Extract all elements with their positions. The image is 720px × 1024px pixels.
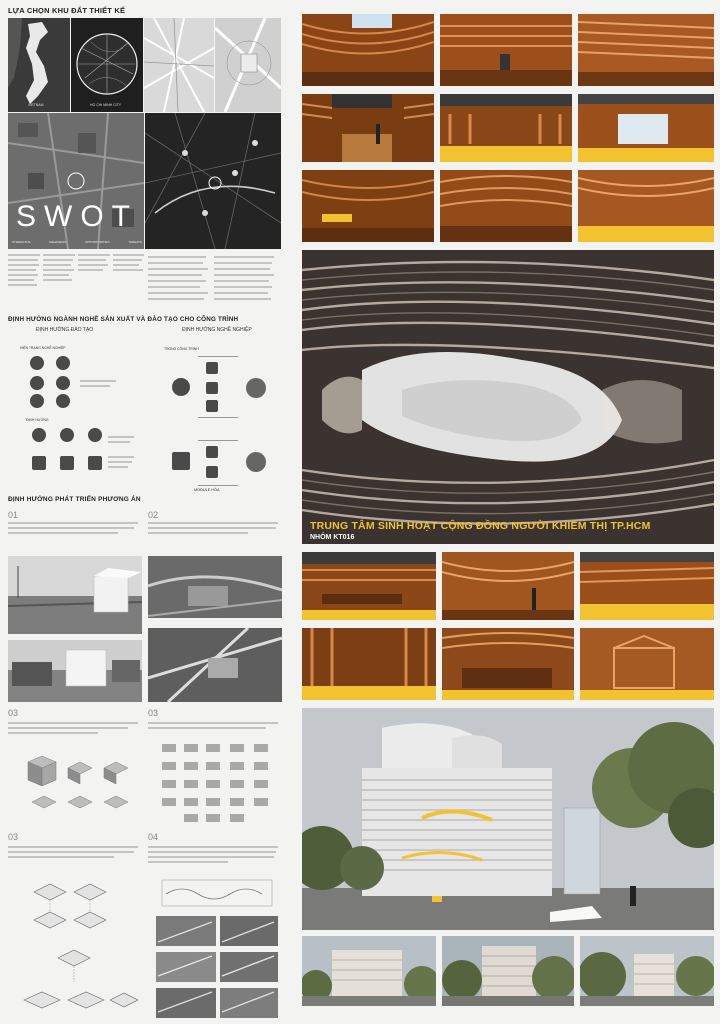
interior-render-6	[578, 94, 714, 162]
step-01-number: 01	[8, 510, 19, 520]
concept-diagrams	[152, 876, 282, 1020]
orientation-note-2	[108, 456, 138, 468]
interior-render-8	[440, 170, 572, 242]
hcm-city-map	[71, 18, 143, 112]
music-icon	[56, 376, 70, 390]
right-column	[298, 0, 720, 1024]
training-title: ĐỊNH HƯỚNG NGÀNH NGHỀ SẢN XUẤT VÀ ĐÀO TẠO CHO CÔNG TRÌNH	[8, 316, 239, 323]
swot-text-block	[8, 254, 144, 310]
leaf-icon	[60, 428, 74, 442]
display-icon	[246, 378, 266, 398]
swot-strengths: STRENGTHS	[12, 240, 31, 244]
group-label: NHÓM KT016	[310, 534, 355, 541]
step-04-text	[148, 846, 282, 863]
module-label: MODULE HÓA	[194, 488, 220, 492]
orientation-label: ĐỊNH HƯỚNG	[26, 418, 49, 422]
massing-diagrams-a	[20, 742, 140, 822]
exterior-render-1	[302, 936, 436, 1006]
interior-render-14	[442, 628, 574, 700]
room-icon	[246, 452, 266, 472]
hcm-label: HO CHI MINH CITY	[90, 103, 122, 107]
warning-icon	[30, 394, 44, 408]
cash-icon	[206, 382, 218, 394]
interior-render-4	[302, 94, 434, 162]
interior-render-3	[578, 14, 714, 86]
bracket-top	[198, 356, 238, 418]
home-icon	[56, 394, 70, 408]
vietnam-map	[8, 18, 70, 112]
site-selection-title: LỰA CHỌN KHU ĐẤT THIẾT KẾ	[8, 6, 126, 15]
interior-render-13	[302, 628, 436, 700]
swot-word: SWOT	[16, 200, 138, 233]
aerial-photo-2	[148, 628, 282, 702]
current-status-label: HIỆN TRẠNG NGHỀ NGHIỆP	[20, 346, 66, 350]
interior-render-15	[580, 628, 714, 700]
exterior-render-3	[580, 936, 714, 1006]
step-02-number: 02	[148, 510, 159, 520]
interior-render-10	[302, 552, 436, 620]
vietnam-label: VIETNAM	[28, 103, 44, 107]
exterior-render-2	[442, 936, 574, 1006]
development-title: ĐỊNH HƯỚNG PHÁT TRIỂN PHƯƠNG ÁN	[8, 496, 141, 503]
sales-icon	[172, 378, 190, 396]
district-map	[144, 18, 214, 112]
step-03c-number: 03	[8, 832, 19, 842]
site-photo-2	[8, 640, 142, 702]
interior-render-2	[440, 14, 572, 86]
current-note	[80, 380, 120, 387]
step-03b-number: 03	[148, 708, 159, 718]
swot-opportunities: OPPORTUNITIES	[85, 240, 110, 244]
person-icon	[30, 356, 44, 370]
service-icon	[172, 452, 190, 470]
aerial-photo-1	[148, 556, 282, 618]
project-title: TRUNG TÂM SINH HOẠT CỘNG ĐỒNG NGƯỜI KHIẾM THỊ TP.HCM	[310, 520, 651, 532]
context-map	[145, 113, 281, 249]
swot-threats: THREATS	[128, 240, 142, 244]
soap-icon	[32, 428, 46, 442]
step-04-number: 04	[148, 832, 159, 842]
interior-render-5	[440, 94, 572, 162]
training-sub: ĐỊNH HƯỚNG ĐÀO TẠO	[36, 327, 94, 333]
dots-icon	[88, 428, 102, 442]
atrium-hero-render	[302, 250, 714, 544]
bracket-bottom	[198, 440, 238, 486]
step-03b-text	[148, 722, 282, 729]
step-03a-text	[8, 722, 142, 734]
interior-render-7	[302, 170, 434, 242]
exterior-hero-render	[302, 708, 714, 930]
craft-icon	[60, 456, 74, 470]
interior-render-11	[442, 552, 574, 620]
swot-weakness: WEAKNESS	[49, 240, 67, 244]
site-plan-map	[215, 18, 281, 112]
car-icon	[206, 400, 218, 412]
print-icon	[206, 466, 218, 478]
swot-labels-row	[12, 240, 142, 244]
interior-render-12	[580, 552, 714, 620]
massing-diagrams-b	[160, 740, 276, 824]
candle-icon	[88, 456, 102, 470]
in-building-label: TRONG CÔNG TRÌNH	[164, 347, 199, 351]
interior-render-9	[578, 170, 714, 242]
step-02-text	[148, 522, 282, 534]
hand-icon	[56, 356, 70, 370]
map-legend	[148, 256, 282, 310]
laptop-icon	[206, 446, 218, 458]
career-sub: ĐỊNH HƯỚNG NGHỀ NGHIỆP	[182, 327, 252, 333]
massage-icon	[30, 376, 44, 390]
interior-render-1	[302, 14, 434, 86]
bag-icon	[32, 456, 46, 470]
step-01-text	[8, 522, 142, 534]
left-column	[0, 0, 296, 1024]
site-photo-1	[8, 556, 142, 634]
step-03c-text	[8, 846, 142, 858]
ticket-icon	[206, 362, 218, 374]
module-diagrams	[14, 872, 142, 1020]
step-03a-number: 03	[8, 708, 19, 718]
orientation-note	[108, 436, 138, 443]
